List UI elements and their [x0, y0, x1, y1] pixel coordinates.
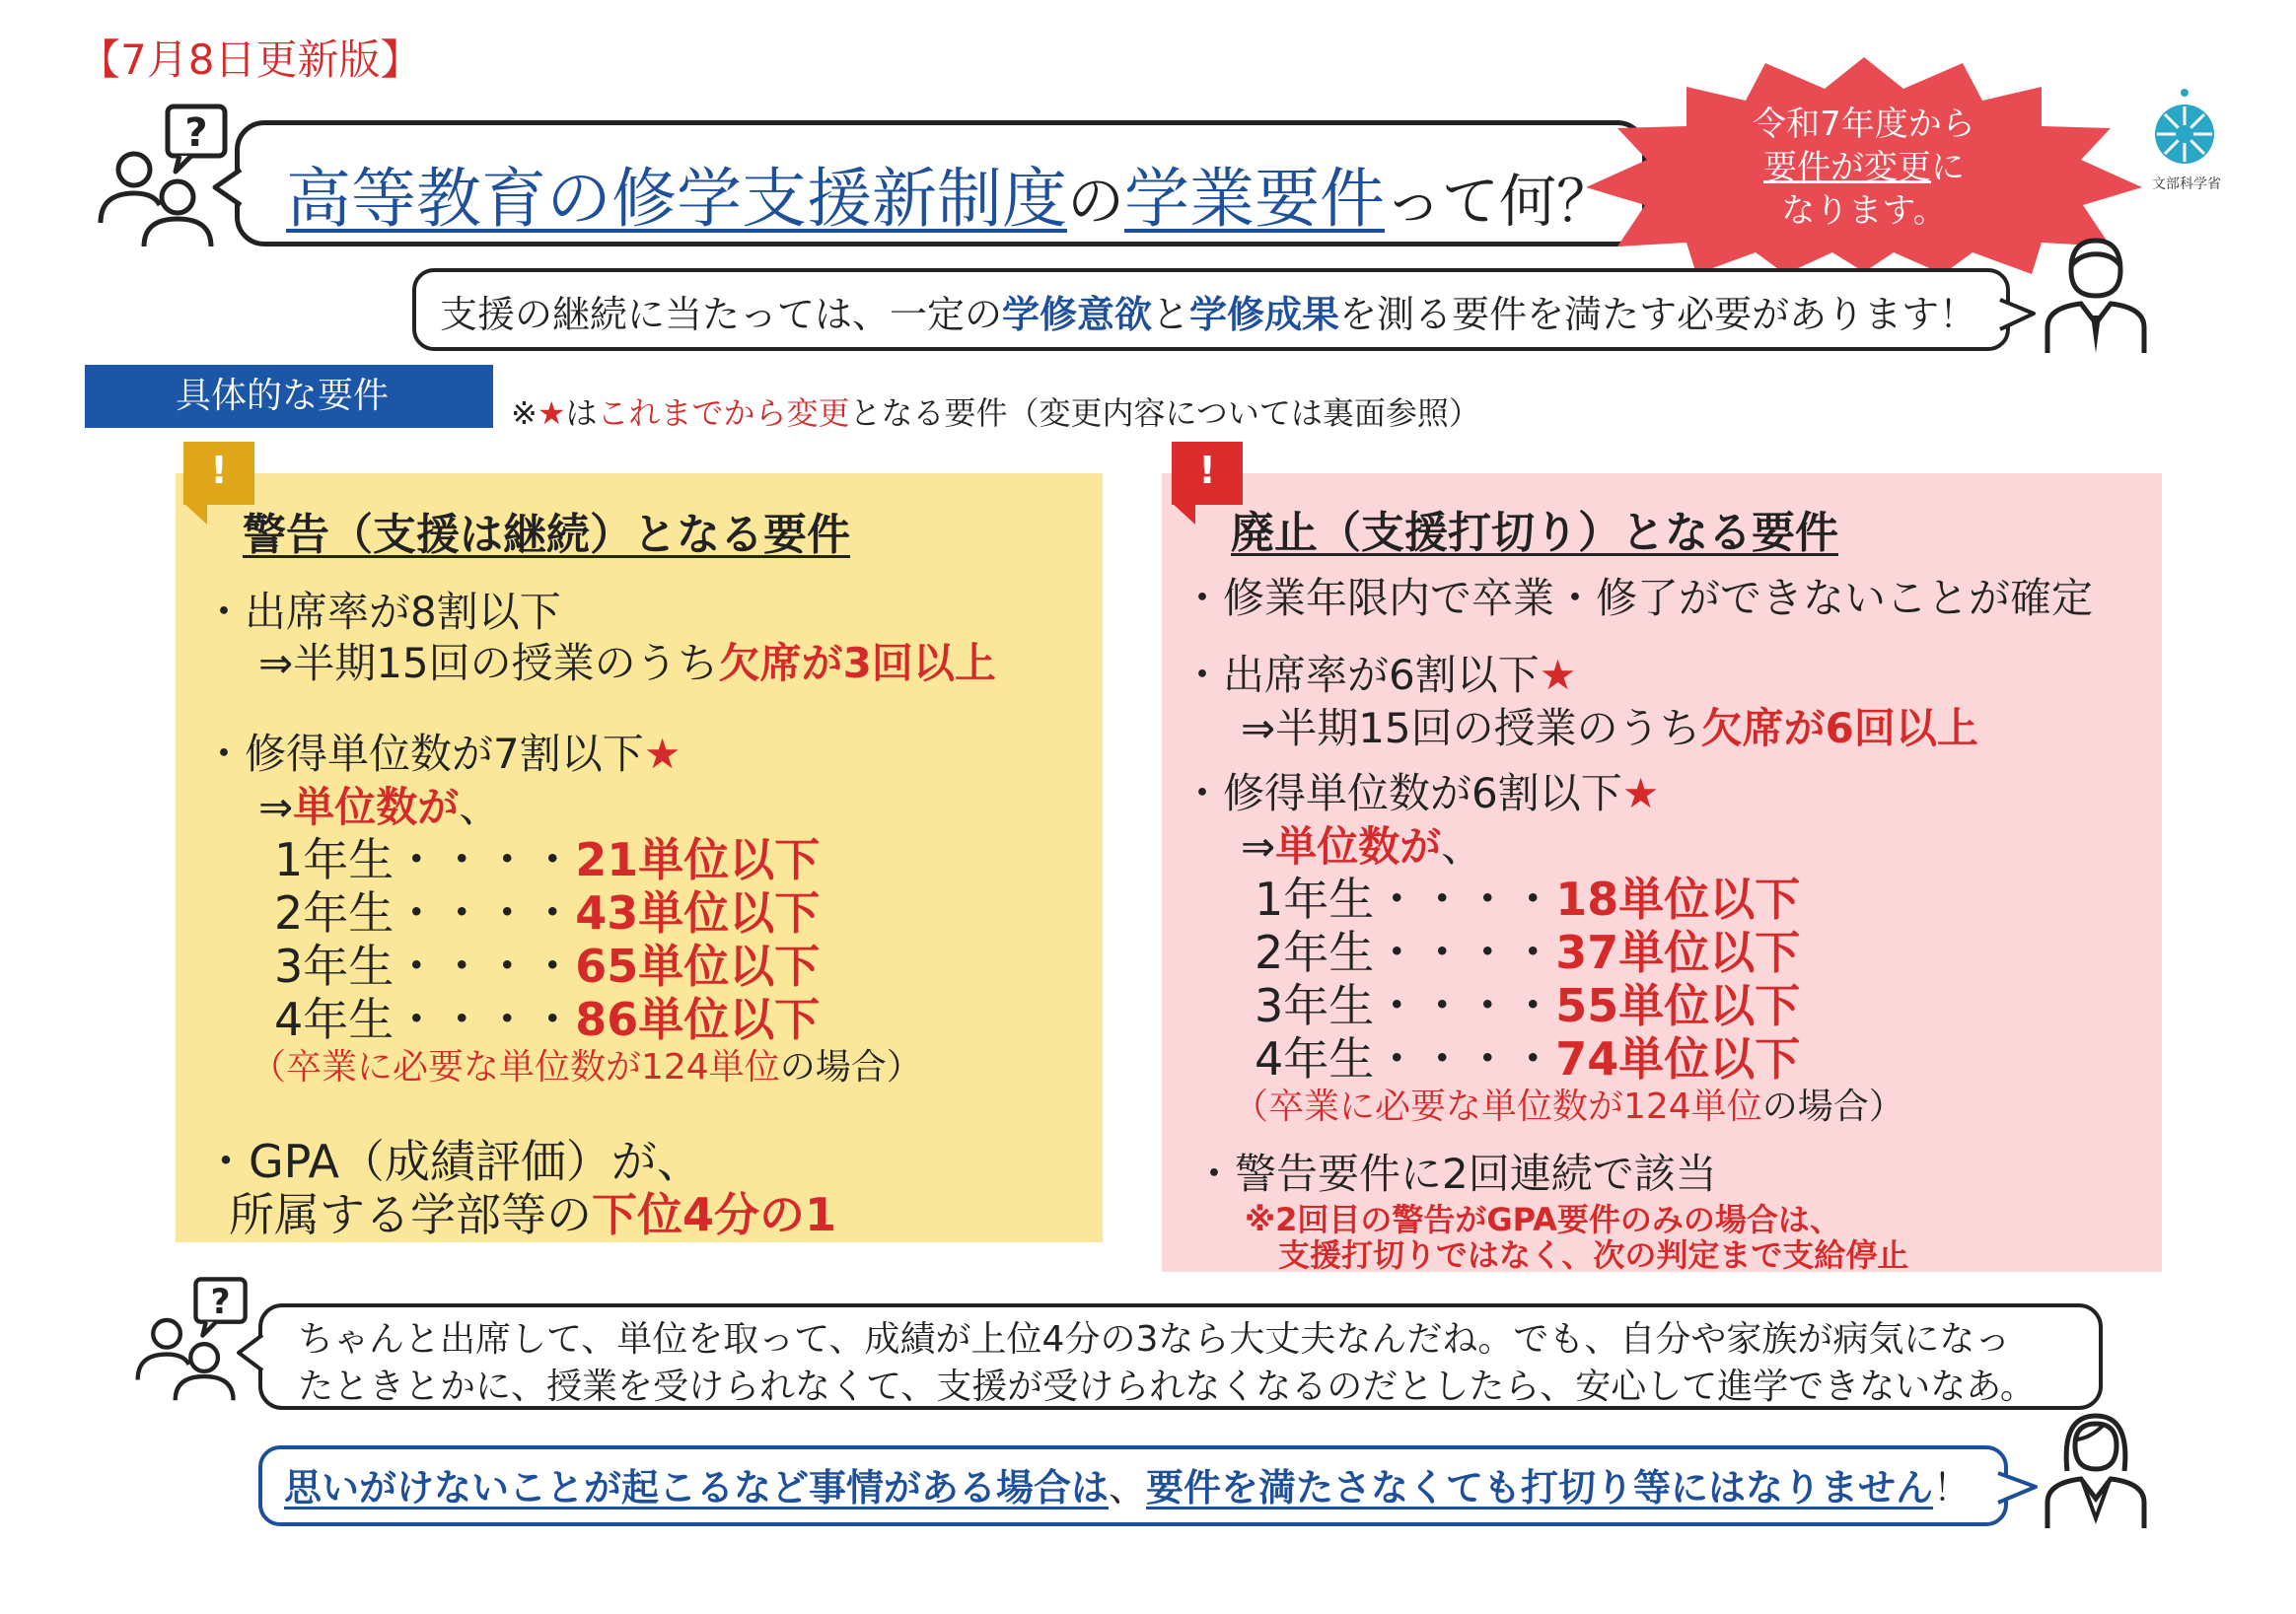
abolish-heading: 廃止（支援打切り）となる要件 [1231, 508, 1838, 558]
ministry-logo-icon [2150, 85, 2219, 174]
svg-text:?: ? [210, 1283, 231, 1323]
abolish-item2-sub [1241, 696, 1978, 755]
notice-text [1667, 103, 2061, 233]
year-label: 1年生・・・・ [1255, 873, 1556, 926]
year-value: 55単位以下 [1555, 979, 1801, 1032]
year-label: 2年生・・・・ [1255, 926, 1556, 979]
star-icon: ★ [1539, 651, 1577, 699]
abolish-item3-sub-comma: 、 [1441, 822, 1483, 871]
notice-line1: 令和7年度から [1753, 105, 1975, 144]
section-note [511, 388, 1480, 434]
businessman-icon [2042, 233, 2150, 355]
note-prefix: ※ [511, 394, 538, 432]
subtitle-part5: を測る要件を満たす必要があります！ [1339, 293, 1977, 336]
warning-item2 [203, 722, 681, 781]
year-label: 4年生・・・・ [274, 993, 576, 1046]
title-part1: 高等教育の修学支援新制度 [286, 161, 1067, 237]
ministry-name: 文部科学省 [2152, 176, 2221, 192]
svg-text:?: ? [184, 110, 208, 156]
abolish-item4-note1: ※2回目の警告がGPA要件のみの場合は、 [1245, 1201, 1841, 1238]
title-part4: って何？ [1385, 168, 1614, 235]
star-icon: ★ [643, 730, 682, 778]
abolish-tag-tail [1172, 503, 1211, 526]
warning-item2-sub-red: 単位数が [293, 783, 460, 831]
warning-exclamation-icon: ! [183, 442, 254, 505]
answer-text [284, 1457, 1971, 1511]
warning-item3-sub-prefix: 所属する学部等の [229, 1188, 592, 1241]
abolish-item2-sub-prefix: ⇒半期15回の授業のうち [1241, 704, 1701, 752]
subtitle-part3: と [1152, 293, 1190, 336]
warning-item1-sub-red: 欠席が3回以上 [718, 639, 996, 687]
section-label: 具体的な要件 [85, 365, 493, 428]
year-value: 37単位以下 [1555, 926, 1801, 979]
notice-line2-underlined: 要件が変更 [1763, 148, 1931, 187]
year-label: 1年生・・・・ [274, 833, 576, 886]
warning-item1-sub-prefix: ⇒半期15回の授業のうち [258, 639, 719, 687]
warning-heading: 警告（支援は継続）となる要件 [243, 510, 850, 560]
note-suffix: となる要件（変更内容については裏面参照） [849, 394, 1480, 432]
student-bubble-tail [235, 1333, 266, 1372]
abolish-item3-sub-prefix: ⇒ [1241, 822, 1276, 871]
page-title [286, 146, 1614, 240]
warning-item2-sub-comma: 、 [459, 783, 501, 831]
subtitle-part2: 学修意欲 [1002, 293, 1153, 336]
subtitle-part4: 学修成果 [1189, 293, 1340, 336]
answer-part4: ！ [1933, 1466, 1972, 1509]
year-value: 86単位以下 [575, 993, 821, 1046]
year-value: 18単位以下 [1555, 873, 1801, 926]
warning-item3: ・GPA（成績評価）が、 [203, 1135, 702, 1188]
student-speech-line2: たときとかに、授業を受けられなくて、支援が受けられなくなるのだとしたら、安心して進学できないなあ。 [298, 1367, 2036, 1407]
year-label: 3年生・・・・ [1255, 979, 1556, 1032]
credits-note-rest: の場合） [779, 1047, 922, 1088]
abolish-item2-sub-red: 欠席が6回以上 [1700, 704, 1978, 752]
abolish-credits-note [1233, 1079, 1904, 1129]
answer-part1: 思いがけないことが起こるなど事情がある場合は [284, 1466, 1110, 1509]
warning-item3-sub-red: 下位4分の1 [592, 1188, 837, 1241]
note-mid: は [565, 394, 598, 432]
note-red: これまでから変更 [597, 394, 850, 432]
title-part2: の [1067, 168, 1125, 235]
businesswoman-icon [2042, 1408, 2150, 1530]
abolish-item3-sub-red: 単位数が [1275, 822, 1442, 871]
warning-item2-sub-prefix: ⇒ [258, 783, 294, 831]
year-value: 43単位以下 [575, 886, 821, 940]
notice-line2 [1667, 146, 2061, 189]
abolish-item3-text: ・修得単位数が6割以下 [1182, 769, 1622, 817]
warning-item2-text: ・修得単位数が7割以下 [203, 730, 644, 778]
answer-part3: 要件を満たさなくても打切り等にはなりません [1146, 1466, 1934, 1509]
year-value: 21単位以下 [575, 833, 821, 886]
warning-tag-tail [183, 503, 223, 526]
answer-part2: 、 [1109, 1466, 1147, 1509]
warning-item1-sub [258, 631, 996, 690]
student-speech-line1: ちゃんと出席して、単位を取って、成績が上位4分の3なら大丈夫なんだね。でも、自分や家族が病気になっ [298, 1319, 2011, 1360]
warning-credits-note [251, 1039, 922, 1089]
subtitle-bubble-tail [1998, 296, 2038, 335]
notice-line2-rest: に [1931, 148, 1965, 187]
subtitle-part1: 支援の継続に当たっては、一定の [440, 293, 1003, 336]
year-value: 65単位以下 [575, 940, 821, 993]
credits-note-red: （卒業に必要な単位数が124単位 [251, 1047, 780, 1088]
title-part3: 学業要件 [1124, 161, 1386, 237]
year-label: 2年生・・・・ [274, 886, 576, 940]
year-label: 4年生・・・・ [1255, 1032, 1556, 1086]
star-icon: ★ [537, 394, 566, 432]
abolish-exclamation-icon: ! [1172, 442, 1243, 505]
year-value: 74単位以下 [1555, 1032, 1801, 1086]
title-bubble-tail [211, 168, 245, 207]
abolish-item2-text: ・出席率が6割以下 [1182, 651, 1540, 699]
year-label: 3年生・・・・ [274, 940, 576, 993]
credits-note-red: （卒業に必要な単位数が124単位 [1233, 1087, 1762, 1127]
notice-line3: なります。 [1781, 191, 1947, 231]
abolish-item4-note2: 支援打切りではなく、次の判定まで支給停止 [1278, 1236, 1909, 1274]
abolish-item2 [1182, 643, 1576, 702]
abolish-item1: ・修業年限内で卒業・修了ができないことが確定 [1182, 574, 2094, 622]
warning-item3-sub [229, 1179, 836, 1244]
update-label: 【7月8日更新版】 [79, 35, 422, 84]
answer-bubble-tail [1996, 1469, 2040, 1509]
subtitle-text [440, 284, 1976, 338]
credits-note-rest: の場合） [1761, 1087, 1904, 1127]
abolish-item3 [1182, 761, 1659, 820]
abolish-item4: ・警告要件に2回連続で該当 [1193, 1150, 1717, 1198]
warning-item1: ・出席率が8割以下 [203, 588, 561, 636]
star-icon: ★ [1621, 769, 1660, 817]
